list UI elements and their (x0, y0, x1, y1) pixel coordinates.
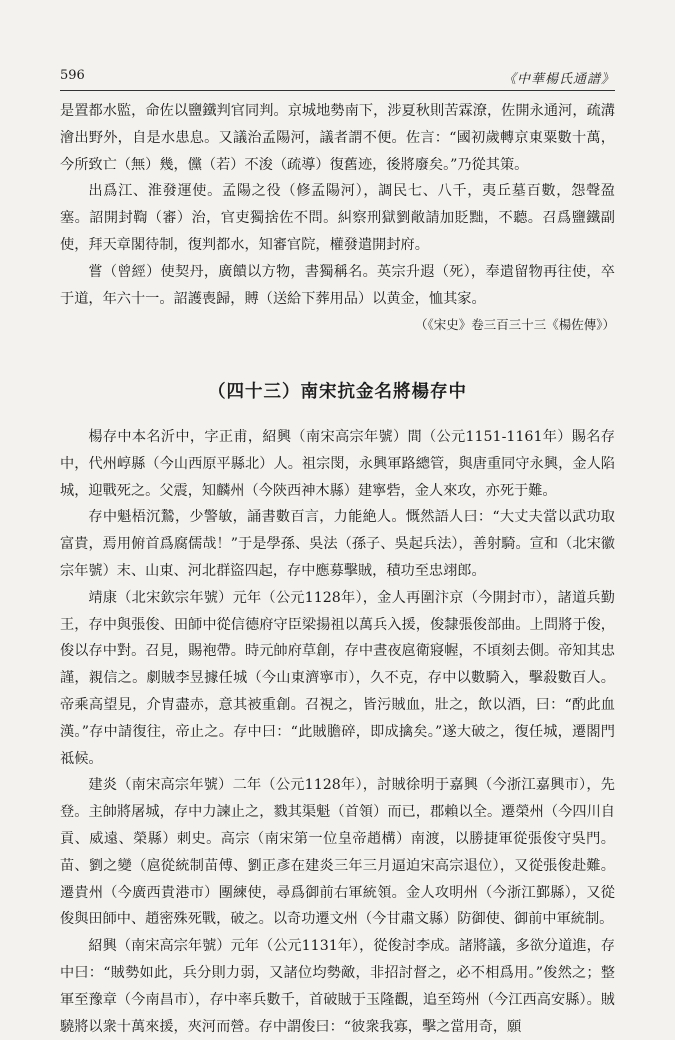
paragraph-2: 出爲江、淮發運使。孟陽之役（修孟陽河），調民七、八千，夷丘墓百數，怨聲盈塞。詔開封鞫（審）治，官吏獨捨佐不問。糾察刑獄劉敞請加貶黜，不聽。召爲鹽鐵副使，拜天章閣待制，復判都水，知審官院，權發遣開封府。 (60, 183, 615, 253)
header-rule (60, 90, 615, 91)
paragraph-5: 存中魁梧沉鷙，少警敏，誦書數百言，力能絶人。慨然語人曰：“大丈夫當以武功取富貴，焉用俯首爲腐儒哉！”于是學孫、吳法（孫子、吳起兵法），善射騎。宣和（北宋徽宗年號）末、山東、河北群盜四起，存中應募擊賊，積功至忠翊郎。 (60, 509, 615, 579)
paragraph-8: 紹興（南宋高宗年號）元年（公元1131年），從俊討李成。諸將議，多欲分道進，存中曰：“賊勢如此，兵分則力弱，又諸位均勢敵，非招討督之，必不相爲用。”俊然之；整軍至豫章（今南昌市），存中率兵數千，首破賊于玉隆觀，追至筠州（今江西高安縣）。賊驍將以衆十萬來援，夾河而營。存中謂俊曰：“彼衆我寡，擊之當用奇，願 (60, 938, 615, 1035)
paragraph-6: 靖康（北宋欽宗年號）元年（公元1128年），金人再圍汴京（今開封市），諸道兵勤王，存中與張俊、田師中從信德府守臣梁揚祖以萬兵入援，俊隸張俊部曲。上問將于俊，俊以存中對。召見，賜袍帶。時元帥府草創，存中晝夜扈衛寢幄，不頃刻去側。帝知其忠謹，親信之。劇賊李昱據任城（今山東濟寧市），久不克，存中以數騎入，擊殺數百人。帝乘高望見，介胄盡赤，意其被重創。召視之，皆污賊血，壯之，飲以酒，曰：“酌此血漢。”存中請復往，帝止之。存中曰：“此賊膽碎，即成擒矣。”遂大破之，復任城，遷閤門祗候。 (60, 589, 615, 767)
running-title: 《中華楊氏通譜》 (502, 72, 615, 87)
paragraph-1: 是置都水監，命佐以鹽鐵判官同判。京城地勢南下，涉夏秋則苦霖潦，佐開永通河，疏溝澮出野外，自是水患息。又議治孟陽河，議者謂不便。佐言：“國初歲轉京東粟數十萬，今所致亡（無）幾，儻（若）不浚（疏導）復舊迹，後將廢矣。”乃從其策。 (60, 103, 615, 173)
paragraph-4: 楊存中本名沂中，字正甫，紹興（南宋高宗年號）間（公元1151-1161年）賜名存中，代州崞縣（今山西原平縣北）人。祖宗閔，永興軍路總管，與唐重同守永興，金人陷城，迎戰死之。父震，知麟州（今陝西神木縣）建寧砦，金人來攻，亦死于難。 (60, 428, 615, 499)
paragraph-7: 建炎（南宋高宗年號）二年（公元1128年），討賊徐明于嘉興（今浙江嘉興市），先登。主帥將屠城，存中力諫止之，戮其渠魁（首領）而已，郡賴以全。遷榮州（今四川自貢、威遠、榮縣）刺史。高宗（南宋第一位皇帝趙構）南渡，以勝捷軍從張俊守吳門。苗、劉之變（扈從統制苗傅、劉正彥在建炎三年三月逼迫宋高宗退位），又從張俊赴難。遷貴州（今廣西貴港市）團練使，尋爲御前右軍統領。金人攻明州（今浙江鄞縣），又從俊與田師中、趙密殊死戰，破之。以奇功遷文州（今甘肅文縣）防御使、御前中軍統制。 (60, 777, 615, 928)
page-number: 596 (60, 68, 85, 83)
page-body (60, 98, 615, 1040)
page-header (60, 68, 615, 86)
paragraph-3: 嘗（曾經）使契丹，廣饋以方物，書獨稱名。英宗升遐（死），奉遣留物再往使，卒于道，年六十一。詔護喪歸，賻（送給下葬用品）以黄金，恤其家。 (60, 263, 615, 307)
source-citation: （《宋史》卷三百三十三《楊佐傳》） (414, 317, 615, 333)
section-heading: （四十三）南宋抗金名將楊存中 (208, 382, 467, 403)
